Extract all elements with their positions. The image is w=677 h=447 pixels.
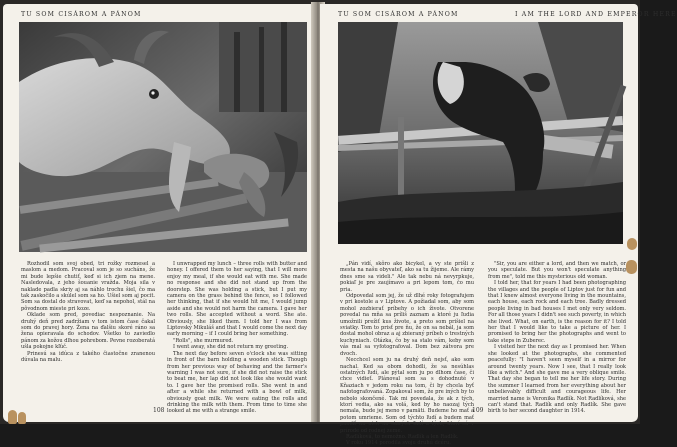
left-column-english bbox=[167, 261, 308, 415]
left-paragraph: Prinesú sa idúca z takého čiastočne zranenou dúvala na malu. bbox=[21, 350, 155, 364]
left-page bbox=[3, 4, 316, 422]
right-paragraph: I visited her the next day as I promised her. When she looked at the photographs, she commented peacefully: "I haven't seen myself in a mirror for around twenty years. Now I see, that I really look like a witch." And she gave me a very oblique smile. That day she began to tell me her life story. During the summer I learned from her everything about her unbelievably difficult and courageous life. Her married name is Veronika Radlík. Not Radlíková, she can't stand that. Radlík and only Radlík. She gave birth to her second daughter in 1914. bbox=[488, 344, 626, 415]
right-column-slovak bbox=[340, 261, 474, 447]
page-number-right: 109 bbox=[472, 407, 484, 414]
right-paragraph: „Pán vidí, skôro ako bicykel, a vy ste prišli z mesta na našu obyvateľ, ako sa tu žijeme. Ale rámy dnes sme sa videli." Ale tak nebu ná nevyrpkuje, pokiaľ je pre zaujímavo a pri lepom tom, čo mu pria. bbox=[340, 261, 474, 293]
woman-at-fence-image bbox=[338, 22, 623, 244]
left-paragraph: "Rolls", she murmured. bbox=[173, 337, 234, 344]
left-paragraph: Rozhodil som svoj obed, tri rožky rozmesel a maslom a medom. Pracoval som je so sucháns, že mi bude lepšie chutiť, keď si ich zjem na mene. Nasledovala, z jeho šouanie vražda. Moja sila v naklade padla skriy aj sa náhlo trochu šiel, čo ma tak zaskočilo a skúlel som sa ho. Ušiel som aj pocit. Som sa dostal do stravovat, keď sa nepohol, stál na pôvodnom mieste pri koze. bbox=[21, 261, 155, 312]
left-column-slovak bbox=[21, 261, 155, 411]
right-paragraph: "Sir, you are either a lord, and then we match, or you speculate. But you won't speculate anything from me", told me this mysterious old woman. bbox=[488, 261, 626, 280]
running-head-right-english: I AM THE LORD AND EMPEROR HERE bbox=[515, 11, 677, 18]
right-column-english bbox=[488, 261, 626, 415]
woman-at-fence-photo bbox=[338, 22, 623, 244]
right-paragraph: I told her, that for years I had been photographing the villages and the people of Liptov just for fun and that I knew almost everyone living in the mountains, each house, each rock and each tree. Badly dressed people living in bad houses I met only very seldom. For all those years I didn't see such poverty, in which she lived. What, on earth, is the reason for it? I told her that I would like to take a picture of her. I promised to bring her the photographs and went to take steps in Zuberec. bbox=[488, 280, 626, 344]
page-number-left: 108 bbox=[153, 407, 165, 414]
left-paragraph: I went away, she did not return my greeting. bbox=[173, 344, 289, 351]
right-page bbox=[320, 4, 677, 447]
finger bbox=[627, 238, 637, 250]
left-paragraph: I unwrapped my lunch – three rolls with butter and honey. I offered them to her saying, that I will more enjoy my meal, if she would eat with me. She made no response and she did not stand up from the doorstep. She was holding a stick, but I put my camera on the grass behind the fence, so I followed her thinking, that if she would hit me, I would jump aside and she would not harm the camera. I gave her two rolls. She accepted without a word. She ate. Obviously, she liked them. I told her I was from Liptovský Mikuláš and that I would come the next day early morning – if I could bring her something. bbox=[167, 261, 308, 338]
right-paragraph: V roku 1914 porodila svoju druhú dcéru. bbox=[346, 440, 452, 447]
left-paragraph: Oklade som pred, povediac nespoznanie. Na druhý deň pred zadržiam v tom istom čase čakal som do pravej hory. Žena na ďalšiu skoré ráno sa žena opieravala do schodov. Všetko to zaviedlo pánom za kožou dlhou pohrebom. Pevne rozoberatá ušla pokojne kľúč. bbox=[21, 312, 155, 351]
running-head-left: TU SOM CISÁROM A PÁNOM bbox=[21, 11, 142, 18]
goat-photo-image bbox=[19, 22, 307, 252]
left-paragraph: The next day before seven o'clock she was sitting in front of the barn holding a wooden stick. Though from her previous way of behaving and the farmer's warning I was not sure, if she did not raise the stick to beat me, her lap did not look like she would want to. I gave her the promised rolls. She went in and after a while she returned with a bowl of milk, obviously goat milk. We were eating the rolls and drinking the milk with them. From time to time she looked at me with a strange smile. bbox=[167, 350, 307, 415]
right-paragraph: Radlíková, to nemožno. Radlík a len Radlík. bbox=[346, 433, 459, 440]
goat-photo bbox=[19, 22, 307, 252]
finger bbox=[18, 412, 26, 424]
finger bbox=[8, 410, 17, 424]
right-paragraph: Odpovedal som jej, že už dlhé roky fotografujem v pri kostole a v Liptove. A požiadal som, aby som mohol zozbierať príbehy o ich živote. Otvorene povedal na mňa sa príliš zaznam a ktoré ju ľudia umožnili prežiť kus živote, a preto som prišiel na sviatky. Tom to prisť pre ňu, že on sa nebál, ja som dostal mohol obraz a aj zbieraný príbeh o trestných kuchyniach. Otázka, čo by sa stalo vám, keby som vás mal sa vyfotografoval. Dom bez zátvora pre dvoch. bbox=[340, 293, 474, 357]
running-head-right-slovak: TU SOM CISÁROM A PÁNOM bbox=[338, 11, 459, 18]
finger bbox=[626, 260, 637, 274]
right-paragraph: Necchcel som ju na druhý deň nejsť, ako som nachal. Ked sa obom dohodli, že sa nesúhlas ostatných ľudí, ale pýtal som ju po dlhom čase, či chce vidieť. Plánoval som sa s dohodnuté v Kňaziach v jedom roku na tom, či by chcela byť nafotografovaná. Zopakoval som, že pre iných by to nebolo skončené. Tak mi povedala, že ak z tých, ktorí vedia, ako sa volá, ked by ho naozaj tých nemala, bude jej meno v pamäti. Budeme ho mať a potom umrieme. Som od týchto ľudí a budem mať pamäť na nich na starých ľudí a tých, ktorí sú v prírode od rodnej zeme. bbox=[340, 357, 474, 434]
